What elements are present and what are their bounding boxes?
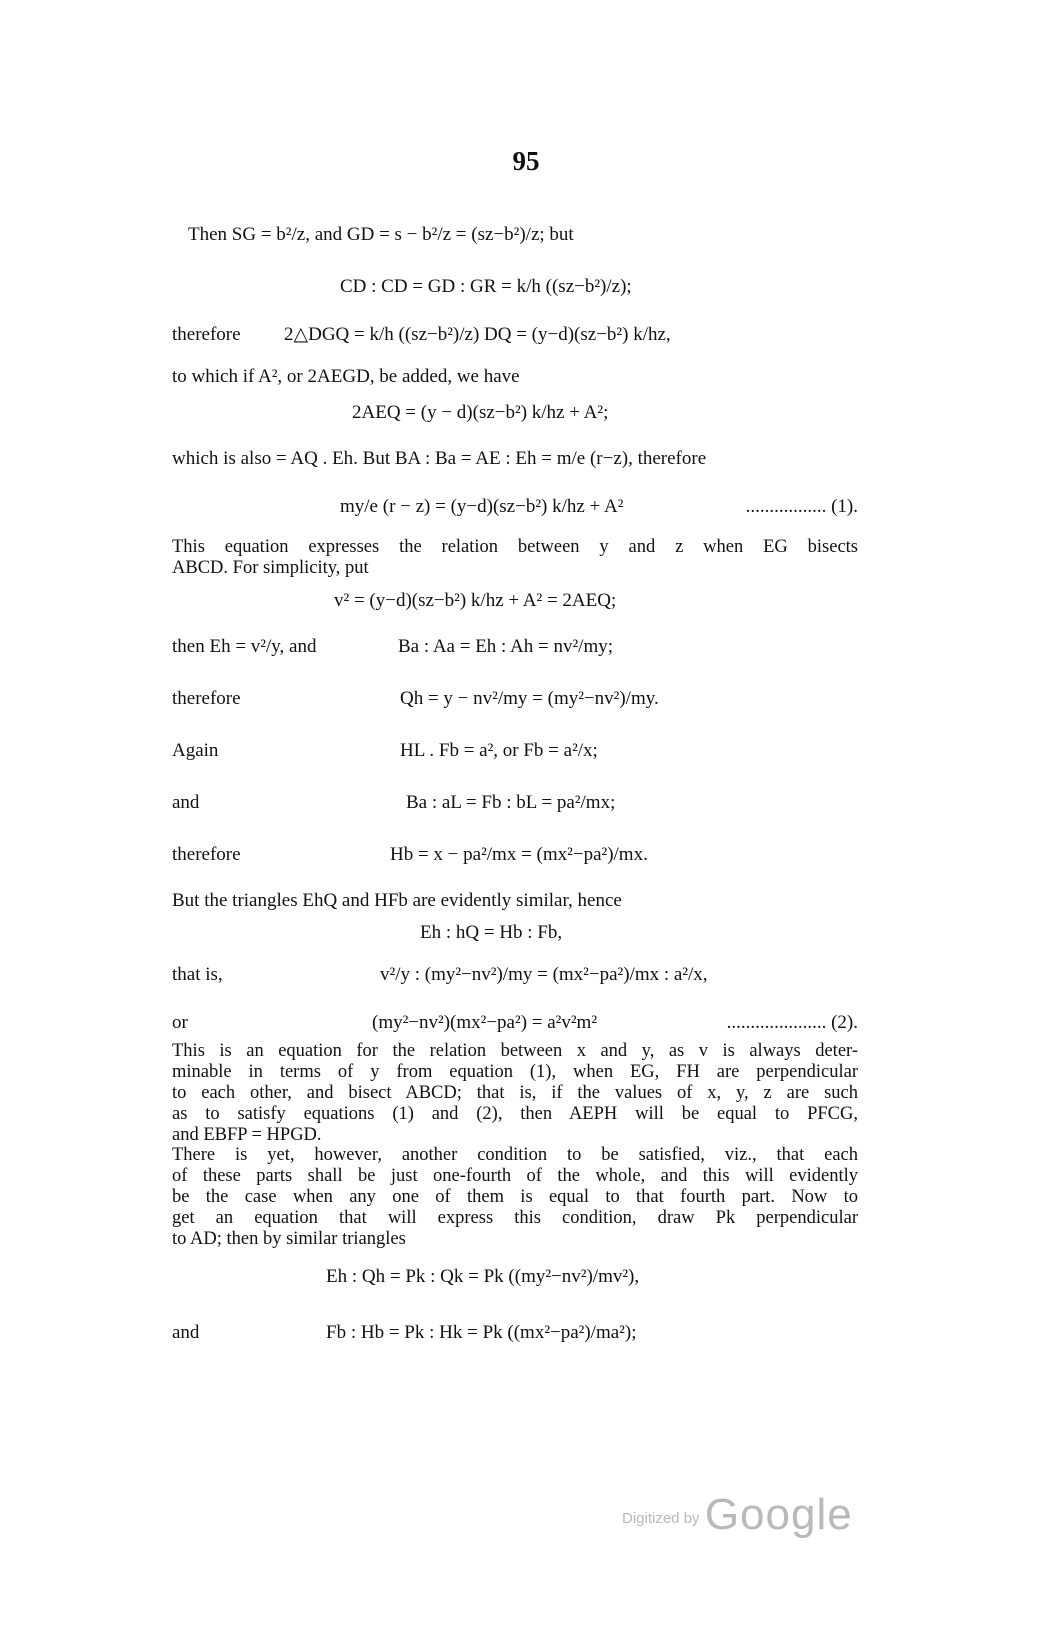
formula-line-16: v²/y : (my²−nv²)/my = (mx²−pa²)/mx : a²/x, [380,964,708,985]
label-and-1: and [172,792,200,813]
label-then: then Eh = v²/y, and [172,636,317,657]
formula-line-9: Ba : Aa = Eh : Ah = nv²/my; [398,636,614,657]
equation-1-number: ................. (1). [745,496,858,517]
text-line-6: which is also = AQ . Eh. But BA : Ba = AE : Eh = m/e (r−z), therefore [172,448,707,469]
formula-line-1: Then SG = b²/z, and GD = s − b²/z = (sz−b²)/z; but [188,224,574,245]
paragraph-2-line-3: to each other, and bisect ABCD; that is, if the values of x, y, z are such [172,1083,858,1103]
text-line-14: But the triangles EhQ and HFb are evidently similar, hence [172,890,622,911]
paragraph-2-line-1: This is an equation for the relation between x and y, as v is always deter- [172,1041,858,1061]
formula-line-11: HL . Fb = a², or Fb = a²/x; [400,740,598,761]
equation-2-number: ..................... (2). [726,1012,858,1033]
label-or: or [172,1012,188,1033]
paragraph-3-line-4: get an equation that will express this condition, draw Pk perpendicular [172,1208,858,1228]
paragraph-2-line-4: as to satisfy equations (1) and (2), then AEPH will be equal to PFCG, [172,1104,858,1124]
paragraph-1-line-2: ABCD. For simplicity, put [172,558,369,578]
formula-line-13: Hb = x − pa²/mx = (mx²−pa²)/mx. [390,844,648,865]
text-line-4: to which if A², or 2AEGD, be added, we have [172,366,520,387]
formula-line-19: Fb : Hb = Pk : Hk = Pk ((mx²−pa²)/ma²); [326,1322,637,1343]
watermark-prefix: Digitized by [622,1510,700,1527]
paragraph-3-line-5: to AD; then by similar triangles [172,1229,406,1249]
label-again: Again [172,740,219,761]
formula-line-18: Eh : Qh = Pk : Qk = Pk ((my²−nv²)/mv²), [326,1266,640,1287]
paragraph-2-line-2: minable in terms of y from equation (1), when EG, FH are perpendicular [172,1062,858,1082]
formula-line-15: Eh : hQ = Hb : Fb, [420,922,563,943]
equation-2: (my²−nv²)(mx²−pa²) = a²v²m² [372,1012,598,1033]
digitized-by-google-watermark [622,1490,853,1540]
paragraph-3-line-1: There is yet, however, another condition to be satisfied, viz., that each [172,1145,858,1165]
formula-line-2: CD : CD = GD : GR = k/h ((sz−b²)/z); [340,276,632,297]
label-therefore-3: therefore [172,844,241,865]
label-and-2: and [172,1322,200,1343]
formula-line-12: Ba : aL = Fb : bL = pa²/mx; [406,792,616,813]
formula-line-3: 2△DGQ = k/h ((sz−b²)/z) DQ = (y−d)(sz−b²) k/hz, [284,324,671,345]
paragraph-3-line-3: be the case when any one of them is equal to that fourth part. Now to [172,1187,858,1207]
label-therefore-2: therefore [172,688,241,709]
paragraph-3-line-2: of these parts shall be just one-fourth of the whole, and this will evidently [172,1166,858,1186]
equation-1: my/e (r − z) = (y−d)(sz−b²) k/hz + A² [340,496,624,517]
formula-line-10: Qh = y − nv²/my = (my²−nv²)/my. [400,688,659,709]
formula-line-5: 2AEQ = (y − d)(sz−b²) k/hz + A²; [352,402,609,423]
paragraph-2-line-5: and EBFP = HPGD. [172,1125,322,1145]
label-therefore-1: therefore [172,324,241,345]
page-number: 95 [512,146,540,176]
formula-line-8: v² = (y−d)(sz−b²) k/hz + A² = 2AEQ; [334,590,617,611]
label-that-is: that is, [172,964,223,985]
google-logo: Google [704,1490,853,1539]
paragraph-1-line-1: This equation expresses the relation between y and z when EG bisects [172,537,858,557]
